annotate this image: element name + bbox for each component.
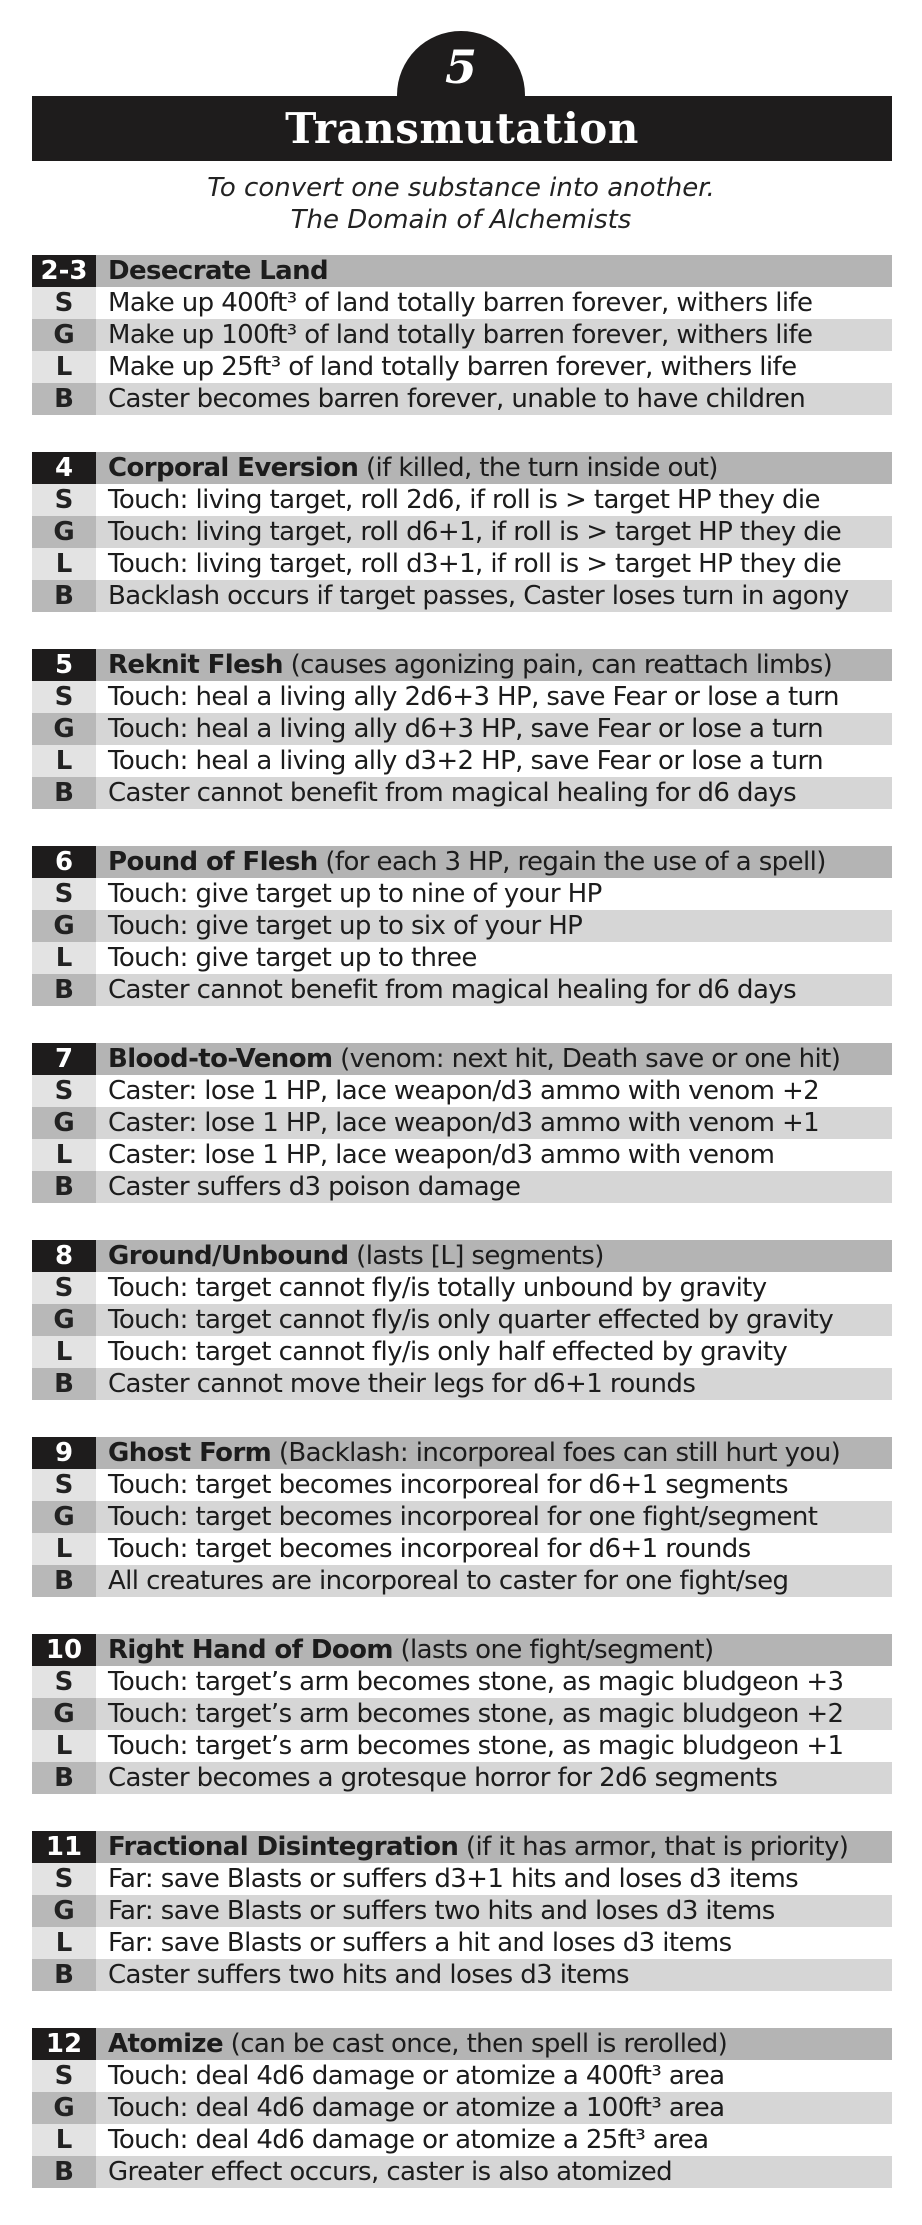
spell-name: Ghost Form — [108, 1438, 272, 1468]
effect-text: Touch: heal a living ally 2d6+3 HP, save Fear or lose a turn — [108, 682, 839, 712]
spell-title — [108, 846, 826, 878]
effect-tier: G — [32, 713, 96, 745]
effect-tier: G — [32, 1895, 96, 1927]
effect-row — [32, 1336, 892, 1368]
effect-text: Touch: living target, roll d3+1, if roll is > target HP they die — [108, 549, 842, 579]
effect-row — [32, 1666, 892, 1698]
effect-row — [32, 2124, 892, 2156]
effect-row — [32, 383, 892, 415]
effect-text: Far: save Blasts or suffers two hits and loses d3 items — [108, 1896, 775, 1926]
effect-tier: G — [32, 319, 96, 351]
effect-tier: S — [32, 287, 96, 319]
effect-tier: L — [32, 1730, 96, 1762]
effect-text: Touch: target’s arm becomes stone, as magic bludgeon +3 — [108, 1667, 844, 1697]
effect-row — [32, 1139, 892, 1171]
spell-name: Blood-to-Venom — [108, 1044, 333, 1074]
effect-tier: S — [32, 878, 96, 910]
effect-tier: B — [32, 2156, 96, 2188]
effect-row — [32, 745, 892, 777]
effect-text: Touch: target becomes incorporeal for one fight/segment — [108, 1502, 818, 1532]
effect-row — [32, 1927, 892, 1959]
effect-tier: S — [32, 1075, 96, 1107]
effect-tier: L — [32, 548, 96, 580]
effect-text: Touch: deal 4d6 damage or atomize a 100ft³ area — [108, 2093, 725, 2123]
spell-note: (causes agonizing pain, can reattach limbs) — [282, 650, 833, 680]
spell-title — [108, 2028, 727, 2060]
effect-tier: L — [32, 1927, 96, 1959]
effect-tier: G — [32, 516, 96, 548]
effect-text: Touch: target becomes incorporeal for d6+1 rounds — [108, 1534, 751, 1564]
spell-entry — [32, 1043, 892, 1203]
spell-title — [108, 452, 718, 484]
effect-text: Touch: heal a living ally d6+3 HP, save Fear or lose a turn — [108, 714, 823, 744]
spell-header — [32, 452, 892, 484]
effect-row — [32, 1368, 892, 1400]
effect-tier: B — [32, 1565, 96, 1597]
spell-name: Pound of Flesh — [108, 847, 318, 877]
spell-table — [32, 255, 892, 2225]
effect-text: Caster cannot benefit from magical healing for d6 days — [108, 975, 797, 1005]
effect-row — [32, 1075, 892, 1107]
spell-title — [108, 1437, 840, 1469]
spell-name: Desecrate Land — [108, 256, 329, 286]
spell-entry — [32, 649, 892, 809]
effect-text: Caster suffers two hits and loses d3 items — [108, 1960, 630, 1990]
effect-row — [32, 1533, 892, 1565]
effect-row — [32, 484, 892, 516]
spell-title — [108, 1634, 714, 1666]
spell-roll-range: 10 — [32, 1634, 96, 1666]
effect-tier: B — [32, 974, 96, 1006]
spell-entry — [32, 1437, 892, 1597]
intro-line-2: The Domain of Alchemists — [290, 205, 632, 235]
effect-text: Far: save Blasts or suffers d3+1 hits and loses d3 items — [108, 1864, 799, 1894]
effect-row — [32, 974, 892, 1006]
effect-text: Touch: target cannot fly/is only half effected by gravity — [108, 1337, 788, 1367]
spell-name: Ground/Unbound — [108, 1241, 349, 1271]
spell-title — [108, 1831, 848, 1863]
effect-text: Make up 100ft³ of land totally barren forever, withers life — [108, 320, 813, 350]
spell-entry — [32, 2028, 892, 2188]
effect-row — [32, 548, 892, 580]
spell-note: (for each 3 HP, regain the use of a spell) — [317, 847, 826, 877]
effect-tier: S — [32, 484, 96, 516]
chapter-title: Transmutation — [32, 96, 892, 161]
spell-header — [32, 649, 892, 681]
effect-row — [32, 1565, 892, 1597]
effect-tier: B — [32, 777, 96, 809]
effect-text: Far: save Blasts or suffers a hit and loses d3 items — [108, 1928, 732, 1958]
effect-tier: L — [32, 1336, 96, 1368]
effect-text: Caster suffers d3 poison damage — [108, 1172, 521, 1202]
effect-tier: S — [32, 2060, 96, 2092]
spell-note: (can be cast once, then spell is rerolled) — [222, 2029, 728, 2059]
spell-roll-range: 11 — [32, 1831, 96, 1863]
effect-text: Touch: give target up to nine of your HP — [108, 879, 602, 909]
effect-text: Caster becomes a grotesque horror for 2d6 segments — [108, 1763, 778, 1793]
effect-text: Backlash occurs if target passes, Caster loses turn in agony — [108, 581, 849, 611]
spell-note: (lasts [L] segments) — [348, 1241, 604, 1271]
effect-tier: L — [32, 351, 96, 383]
effect-tier: L — [32, 1139, 96, 1171]
effect-text: Touch: living target, roll 2d6, if roll is > target HP they die — [108, 485, 820, 515]
effect-row — [32, 1762, 892, 1794]
effect-tier: B — [32, 1959, 96, 1991]
spell-note: (lasts one fight/segment) — [392, 1635, 714, 1665]
effect-text: Touch: heal a living ally d3+2 HP, save Fear or lose a turn — [108, 746, 823, 776]
spell-note: (if killed, the turn inside out) — [358, 453, 718, 483]
effect-row — [32, 351, 892, 383]
spell-name: Atomize — [108, 2029, 223, 2059]
effect-row — [32, 580, 892, 612]
spell-header — [32, 255, 892, 287]
spell-header — [32, 846, 892, 878]
effect-row — [32, 777, 892, 809]
effect-tier: L — [32, 1533, 96, 1565]
effect-tier: G — [32, 910, 96, 942]
effect-row — [32, 1863, 892, 1895]
effect-row — [32, 1272, 892, 1304]
effect-text: Touch: target’s arm becomes stone, as magic bludgeon +1 — [108, 1731, 844, 1761]
effect-text: Greater effect occurs, caster is also atomized — [108, 2157, 673, 2187]
effect-row — [32, 1107, 892, 1139]
effect-tier: G — [32, 1698, 96, 1730]
spell-roll-range: 5 — [32, 649, 96, 681]
spell-header — [32, 1240, 892, 1272]
effect-tier: L — [32, 2124, 96, 2156]
effect-tier: B — [32, 1368, 96, 1400]
effect-tier: G — [32, 1501, 96, 1533]
spell-title — [108, 1043, 840, 1075]
spell-roll-range: 7 — [32, 1043, 96, 1075]
effect-tier: G — [32, 1304, 96, 1336]
effect-tier: G — [32, 1107, 96, 1139]
effect-row — [32, 2092, 892, 2124]
effect-tier: L — [32, 942, 96, 974]
effect-text: Caster cannot benefit from magical healing for d6 days — [108, 778, 797, 808]
effect-text: Make up 400ft³ of land totally barren forever, withers life — [108, 288, 813, 318]
effect-row — [32, 1469, 892, 1501]
effect-tier: B — [32, 1762, 96, 1794]
effect-row — [32, 1730, 892, 1762]
effect-text: Touch: target becomes incorporeal for d6+1 segments — [108, 1470, 788, 1500]
effect-row — [32, 319, 892, 351]
effect-tier: B — [32, 580, 96, 612]
effect-text: Touch: target cannot fly/is totally unbound by gravity — [108, 1273, 767, 1303]
chapter-intro — [0, 172, 922, 236]
effect-text: Touch: deal 4d6 damage or atomize a 400ft³ area — [108, 2061, 725, 2091]
spell-header — [32, 1634, 892, 1666]
spell-roll-range: 12 — [32, 2028, 96, 2060]
effect-text: Caster: lose 1 HP, lace weapon/d3 ammo with venom +2 — [108, 1076, 820, 1106]
effect-text: Caster cannot move their legs for d6+1 rounds — [108, 1369, 696, 1399]
spell-entry — [32, 1831, 892, 1991]
spell-note: (if it has armor, that is priority) — [458, 1832, 849, 1862]
effect-row — [32, 287, 892, 319]
spell-header — [32, 1437, 892, 1469]
spell-title — [108, 255, 328, 287]
spell-roll-range: 9 — [32, 1437, 96, 1469]
spell-title — [108, 649, 832, 681]
effect-row — [32, 713, 892, 745]
effect-row — [32, 1304, 892, 1336]
spell-name: Reknit Flesh — [108, 650, 283, 680]
spell-entry — [32, 255, 892, 415]
effect-text: Touch: target’s arm becomes stone, as magic bludgeon +2 — [108, 1699, 844, 1729]
effect-tier: S — [32, 681, 96, 713]
effect-tier: G — [32, 2092, 96, 2124]
effect-row — [32, 2156, 892, 2188]
spell-note: (venom: next hit, Death save or one hit) — [332, 1044, 841, 1074]
intro-line-1: To convert one substance into another. — [207, 173, 715, 203]
spell-entry — [32, 1634, 892, 1794]
spell-name: Fractional Disintegration — [108, 1832, 459, 1862]
effect-tier: S — [32, 1272, 96, 1304]
effect-row — [32, 1895, 892, 1927]
spell-header — [32, 2028, 892, 2060]
spell-roll-range: 4 — [32, 452, 96, 484]
effect-text: Caster: lose 1 HP, lace weapon/d3 ammo with venom — [108, 1140, 775, 1170]
spell-entry — [32, 846, 892, 1006]
spell-roll-range: 2-3 — [32, 255, 96, 287]
spell-entry — [32, 452, 892, 612]
spell-entry — [32, 1240, 892, 1400]
effect-text: Make up 25ft³ of land totally barren forever, withers life — [108, 352, 797, 382]
effect-row — [32, 516, 892, 548]
chapter-number: 5 — [444, 40, 477, 94]
effect-row — [32, 1171, 892, 1203]
spell-header — [32, 1043, 892, 1075]
effect-tier: B — [32, 383, 96, 415]
effect-tier: B — [32, 1171, 96, 1203]
spell-title — [108, 1240, 604, 1272]
spell-roll-range: 6 — [32, 846, 96, 878]
effect-tier: S — [32, 1666, 96, 1698]
effect-row — [32, 1698, 892, 1730]
spell-note: (Backlash: incorporeal foes can still hurt you) — [271, 1438, 841, 1468]
effect-tier: S — [32, 1863, 96, 1895]
effect-tier: S — [32, 1469, 96, 1501]
effect-text: Touch: give target up to three — [108, 943, 477, 973]
effect-row — [32, 910, 892, 942]
spell-name: Right Hand of Doom — [108, 1635, 393, 1665]
effect-row — [32, 2060, 892, 2092]
effect-row — [32, 1501, 892, 1533]
effect-row — [32, 942, 892, 974]
effect-tier: L — [32, 745, 96, 777]
effect-text: Touch: deal 4d6 damage or atomize a 25ft³ area — [108, 2125, 709, 2155]
effect-row — [32, 681, 892, 713]
spell-name: Corporal Eversion — [108, 453, 359, 483]
effect-text: Touch: target cannot fly/is only quarter effected by gravity — [108, 1305, 834, 1335]
spell-roll-range: 8 — [32, 1240, 96, 1272]
effect-row — [32, 1959, 892, 1991]
effect-row — [32, 878, 892, 910]
effect-text: Touch: give target up to six of your HP — [108, 911, 583, 941]
effect-text: Touch: living target, roll d6+1, if roll is > target HP they die — [108, 517, 842, 547]
effect-text: All creatures are incorporeal to caster for one fight/seg — [108, 1566, 789, 1596]
spell-header — [32, 1831, 892, 1863]
effect-text: Caster: lose 1 HP, lace weapon/d3 ammo with venom +1 — [108, 1108, 820, 1138]
effect-text: Caster becomes barren forever, unable to have children — [108, 384, 806, 414]
